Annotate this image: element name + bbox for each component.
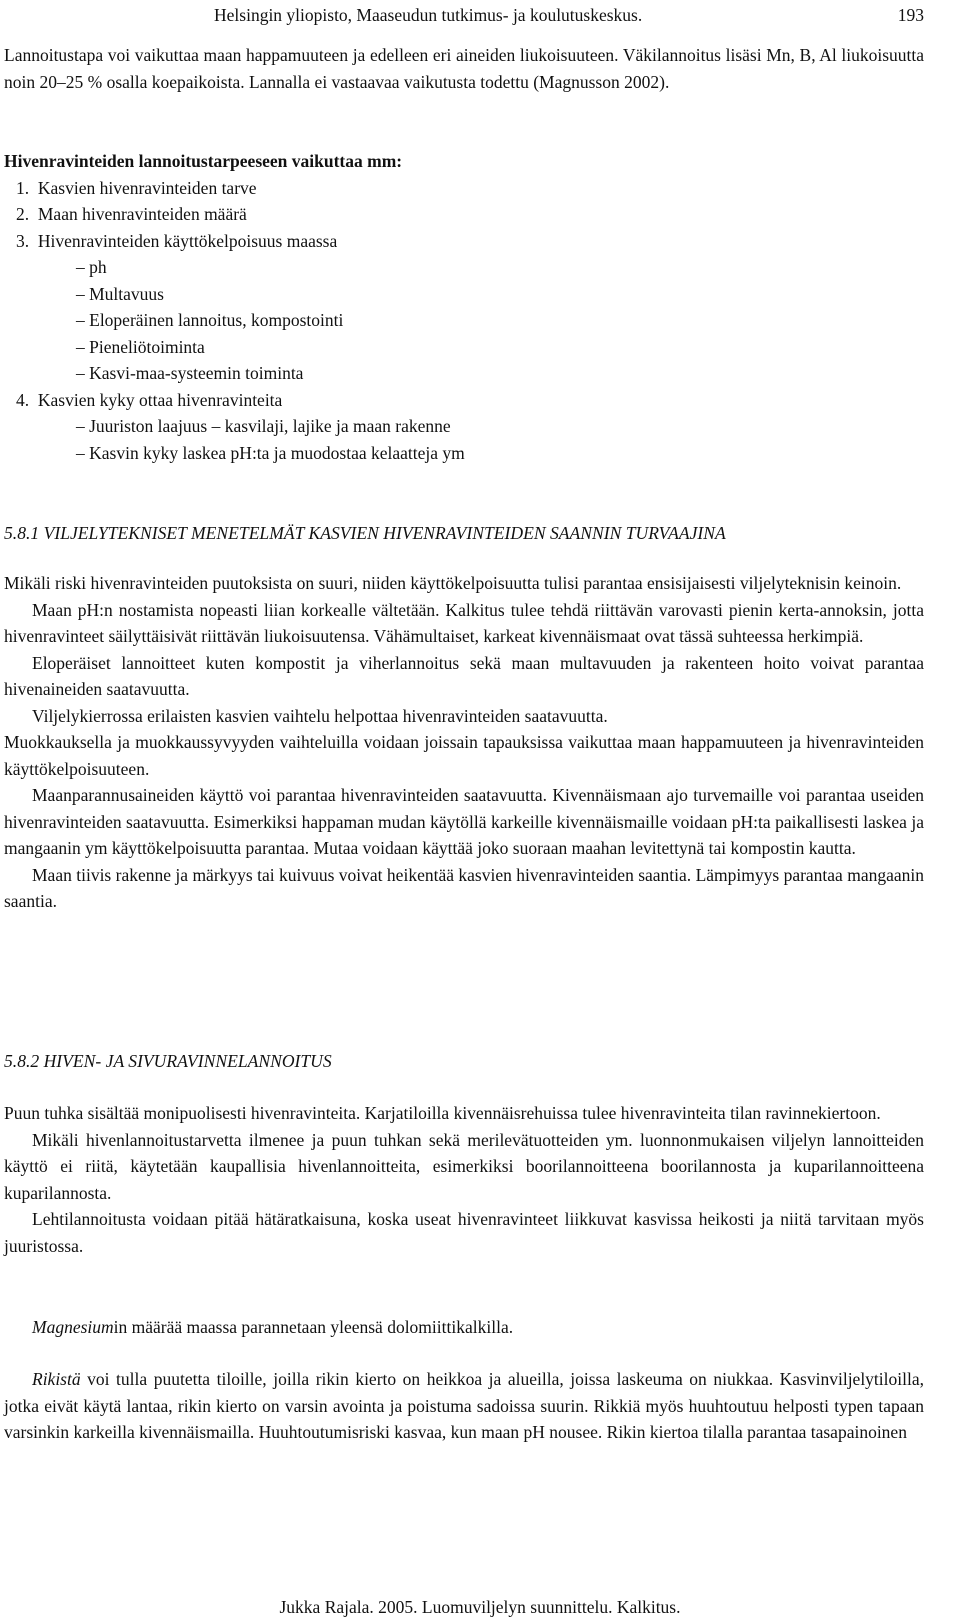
factor-item-2: 2. Maan hivenravinteiden määrä: [16, 204, 247, 224]
paragraph: Mikäli hivenlannoitustarvetta ilmenee ja puun tuhkan sekä merilevätuotteiden ym. luonnonmukaisen viljelyn lannoitteiden käyttö ei riitä, käytetään kaupallisia hivenlannoitteita, esimerkiksi boorilannoitteena boorilannosta ja kuparilannoitteena kuparilannosta.: [4, 1129, 924, 1203]
factor-item-3-sub: – Multavuus: [76, 283, 164, 304]
section-5-8-1-body: [4, 570, 924, 915]
factor-item-3-sub: – Eloperäinen lannoitus, kompostointi: [76, 310, 344, 330]
factors-list: [4, 148, 924, 466]
factor-item-3-sub: – Kasvi-maa-systeemin toiminta: [76, 363, 304, 383]
page-footer: [0, 1594, 960, 1621]
paragraph: Maan tiivis rakenne ja märkyys tai kuivuus voivat heikentää kasvien hivenravinteiden saantia. Lämpimyys parantaa mangaanin saantia.: [4, 864, 924, 911]
factor-item-3-sub: – ph: [76, 257, 107, 277]
section-title: 5.8.2 HIVEN- JA SIVURAVINNELANNOITUS: [4, 1051, 332, 1071]
sulfur-term: Rikistä: [32, 1369, 81, 1389]
paragraph: Maan pH:n nostamista nopeasti liian korkealle vältetään. Kalkitus tulee tehdä riittävän varovasti pienin kerta-annoksin, jotta hivenravinteet säilyttäisivät riittävän liukoisuutensa. Vähämultaiset, karkeat kivennäismaat ovat tässä suhteessa herkimpiä.: [4, 599, 924, 646]
factor-item-3: 3. Hivenravinteiden käyttökelpoisuus maassa: [16, 230, 338, 251]
paragraph: Puun tuhka sisältää monipuolisesti hivenravinteita. Karjatiloilla kivennäisrehuissa tulee hivenravinteita tilan ravinnekiertoon.: [4, 1103, 881, 1123]
section-5-8-2: [4, 1048, 924, 1075]
factor-item-4-sub: – Juuriston laajuus – kasvilaji, lajike ja maan rakenne: [76, 416, 451, 436]
sulfur-text: voi tulla puutetta tiloille, joilla rikin kierto on heikkoa ja alueilla, joissa laskeuma on niukkaa. Kasvinviljelytiloilla, jotka eivät käytä lantaa, rikin kierto on varsin avointa ja poistuma sadoissa suurin. Rikkiä myös huuhtoutuu helposti typen tapaan varsinkin karkeilla kivennäismailla. Huuhtoutumisriski kasvaa, kun maan pH nousee. Rikin kiertoa tilalla parantaa tasapainoinen: [4, 1369, 924, 1442]
factors-heading: Hivenravinteiden lannoitustarpeeseen vaikuttaa mm:: [4, 151, 403, 171]
intro-section: [4, 42, 924, 95]
paragraph: Eloperäiset lannoitteet kuten kompostit ja viherlannoitus sekä maan multavuuden ja rakenteen hoito voivat parantaa hivenaineiden saatavuutta.: [4, 652, 924, 699]
section-5-8-2-body: [4, 1100, 924, 1259]
section-5-8-1: [4, 520, 924, 547]
factor-item-4-sub: – Kasvin kyky laskea pH:ta ja muodostaa kelaatteja ym: [76, 442, 465, 463]
paragraph: Viljelykierrossa erilaisten kasvien vaihtelu helpottaa hivenravinteiden saatavuutta.: [32, 705, 608, 726]
magnesium-text: in määrää maassa parannetaan yleensä dolomiittikalkilla.: [113, 1317, 514, 1337]
paragraph: Maanparannusaineiden käyttö voi parantaa hivenravinteiden saatavuutta. Kivennäismaan ajo turvemaille voi parantaa useiden hivenravinteiden saatavuutta. Esimerkiksi happaman mudan käytöllä karkeille kivennäismaille voidaan pH:ta paikallisesti laskea ja mangaanin ym käyttökelpoisuutta parantaa. Mutaa voidaan käyttää joko suoraan maahan levitettynä tai kompostin kautta.: [4, 785, 924, 858]
header-institution: Helsingin yliopisto, Maaseudun tutkimus- ja koulutuskeskus.: [214, 5, 643, 25]
factor-item-3-sub: – Pieneliötoiminta: [76, 336, 205, 357]
paragraph: Muokkauksella ja muokkaussyvyyden vaihteluilla voidaan joissain tapauksissa vaikuttaa maan happamuuteen ja hivenravinteiden käyttökelpoisuuteen.: [4, 732, 924, 779]
intro-paragraph: Lannoitustapa voi vaikuttaa maan happamuuteen ja edelleen eri aineiden liukoisuuteen. Väkilannoitus lisäsi Mn, B, Al liukoisuutta noin 20–25 % osalla koepaikoista. Lannalla ei vastaavaa vaikutusta todettu (Magnusson 2002).: [4, 45, 924, 92]
section-title: 5.8.1 VILJELYTEKNISET MENETELMÄT KASVIEN HIVENRAVINTEIDEN SAANNIN TURVAAJINA: [4, 523, 726, 543]
footer-citation: Jukka Rajala. 2005. Luomuviljelyn suunnittelu. Kalkitus.: [279, 1597, 681, 1617]
sulfur-paragraph: [4, 1366, 924, 1446]
factor-item-4: 4. Kasvien kyky ottaa hivenravinteita: [16, 389, 283, 410]
factor-item-1: 1. Kasvien hivenravinteiden tarve: [16, 177, 257, 198]
page-header: [214, 2, 924, 28]
header-page-number: 193: [897, 5, 924, 25]
paragraph: Lehtilannoitusta voidaan pitää hätäratkaisuna, koska useat hivenravinteet liikkuvat kasvissa heikosti ja niitä tarvitaan myös juuristossa.: [4, 1209, 924, 1256]
paragraph: Mikäli riski hivenravinteiden puutoksista on suuri, niiden käyttökelpoisuutta tulisi parantaa ensisijaisesti viljelyteknisin keinoin.: [4, 573, 902, 593]
magnesium-term: Magnesium: [32, 1317, 114, 1337]
magnesium-paragraph: [4, 1314, 924, 1341]
